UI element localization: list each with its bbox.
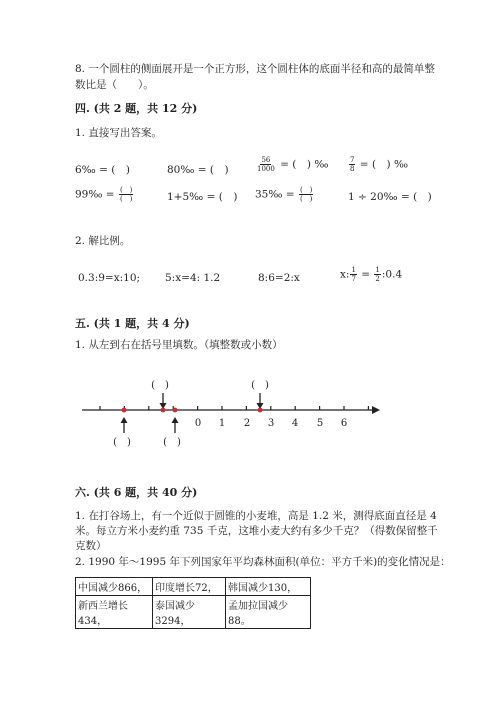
table-cell: 新西兰增长434， <box>76 596 153 629</box>
calc-item-5: 99‰ = $\frac{( )}{( )}$ <box>75 186 133 203</box>
s6-q2-title: 2. 1990 年～1995 年下列国家年平均森林面积(单位：平方千米)的变化情况是： <box>75 556 451 568</box>
section4-title: 四. (共 2 题，共 12 分) <box>75 102 198 115</box>
blank-bottom-1: ( ) <box>113 437 131 448</box>
fraction: $\frac{( )}{( )}$ <box>299 186 313 203</box>
tick-label-2: 2 <box>243 418 251 429</box>
blank-top-2: ( ) <box>251 380 269 391</box>
section5-title: 五. (共 1 题，共 4 分) <box>75 317 190 330</box>
s4-q1-title: 1. 直接写出答案。 <box>75 127 162 139</box>
fraction: $\frac{1}{7}$ <box>351 266 356 283</box>
axis-arrow-icon <box>372 406 380 414</box>
blank-top-1: ( ) <box>151 380 169 391</box>
number-line-figure <box>0 365 500 475</box>
s6-q1-line3: 克数） <box>75 540 107 552</box>
calc-item-1: 6‰ = ( ) <box>75 164 130 176</box>
s6-q1-line1: 1. 在打谷场上，有一个近似于圆锥的小麦堆，高是 1.2 米，测得底面直径是 4 <box>75 510 437 522</box>
q8-line2: 数比是（ ）。 <box>75 79 154 91</box>
red-point-4 <box>258 408 263 413</box>
table-cell: 孟加拉国减少88。 <box>226 596 311 629</box>
proportion-item-4: x: $\frac{1}{7}$ = $\frac{1}{2}$ :0.4 <box>340 266 403 283</box>
table-cell: 中国减少866， <box>76 578 153 596</box>
arrow-down-icon <box>257 393 264 409</box>
tick-label-5: 5 <box>316 418 324 429</box>
table-cell: 印度增长72， <box>153 578 226 596</box>
arrow-up-icon <box>172 417 179 433</box>
s6-q1-line2: 米。每立方米小麦约重 735 千克，这堆小麦大约有多少千克？（得数保留整千 <box>75 525 438 537</box>
fraction: $\frac{1}{2}$ <box>375 266 380 283</box>
tick-label-0: 0 <box>194 418 202 429</box>
calc-item-7: 35‰ = $\frac{( )}{( )}$ <box>255 186 313 203</box>
arrow-down-icon <box>160 393 167 409</box>
tick-label-6: 6 <box>340 418 348 429</box>
table-cell: 泰国减少3294， <box>153 596 226 629</box>
calc-item-8: 1 ÷ 20‰ = ( ) <box>348 191 432 203</box>
section6-title: 六. (共 6 题，共 40 分) <box>75 486 198 499</box>
q8-line1: 8. 一个圆柱的侧面展开是一个正方形，这个圆柱体的底面半径和高的最简单整 <box>75 63 435 75</box>
calc-item-3: $\frac{56}{1000}$ = ( ) ‰ <box>257 156 329 173</box>
fraction: $\frac{7}{8}$ <box>350 156 355 173</box>
table-row <box>76 578 311 596</box>
blank-bottom-2: ( ) <box>163 437 181 448</box>
red-point-1 <box>122 408 127 413</box>
fraction: $\frac{( )}{( )}$ <box>119 186 133 203</box>
calc-item-2: 80‰ = ( ) <box>167 164 229 176</box>
red-point-3 <box>173 408 178 413</box>
tick-label-3: 3 <box>267 418 275 429</box>
tick-label-4: 4 <box>291 418 299 429</box>
table-row <box>76 596 311 629</box>
arrow-up-icon <box>121 417 128 433</box>
fraction: $\frac{56}{1000}$ <box>257 156 275 173</box>
s5-q1-title: 1. 从左到右在括号里填数。（填整数或小数） <box>75 339 283 351</box>
calc-item-4: $\frac{7}{8}$ = ( ) ‰ <box>350 156 409 173</box>
red-point-2 <box>161 408 166 413</box>
calc-item-6: 1+5‰ = ( ) <box>167 191 238 203</box>
table-cell: 韩国减少130， <box>226 578 311 596</box>
proportion-item-2: 5:x=4: 1.2 <box>165 272 221 284</box>
proportion-item-1: 0.3:9=x:10; <box>78 272 141 284</box>
tick-label-1: 1 <box>218 418 226 429</box>
s4-q2-title: 2. 解比例。 <box>75 235 131 247</box>
forest-change-table <box>75 577 311 629</box>
proportion-item-3: 8:6=2:x <box>258 272 300 284</box>
